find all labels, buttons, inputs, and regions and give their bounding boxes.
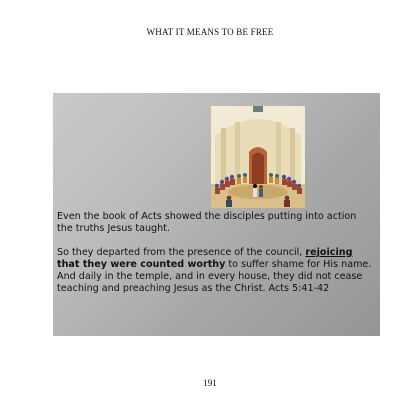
slide-panel — [53, 93, 380, 336]
scripture-pre: So they departed from the presence of the council, — [57, 247, 306, 258]
scripture-post: to suffer shame for His name. And daily in the temple, and in every house, they did not cease teaching and preaching Jesus as the Christ. Acts 5:41-42 — [57, 259, 372, 294]
scripture-emph-bold: that they were counted worthy — [57, 259, 226, 270]
intro-paragraph: Even the book of Acts showed the disciples putting into action the truths Jesus taught. — [57, 211, 357, 234]
page-header: WHAT IT MEANS TO BE FREE — [146, 27, 274, 37]
scripture-emph-underlined: rejoicing — [305, 247, 353, 258]
page-number: 191 — [203, 378, 217, 388]
slide-text — [57, 211, 375, 295]
council-painting — [211, 106, 305, 208]
scripture-paragraph — [57, 247, 375, 295]
